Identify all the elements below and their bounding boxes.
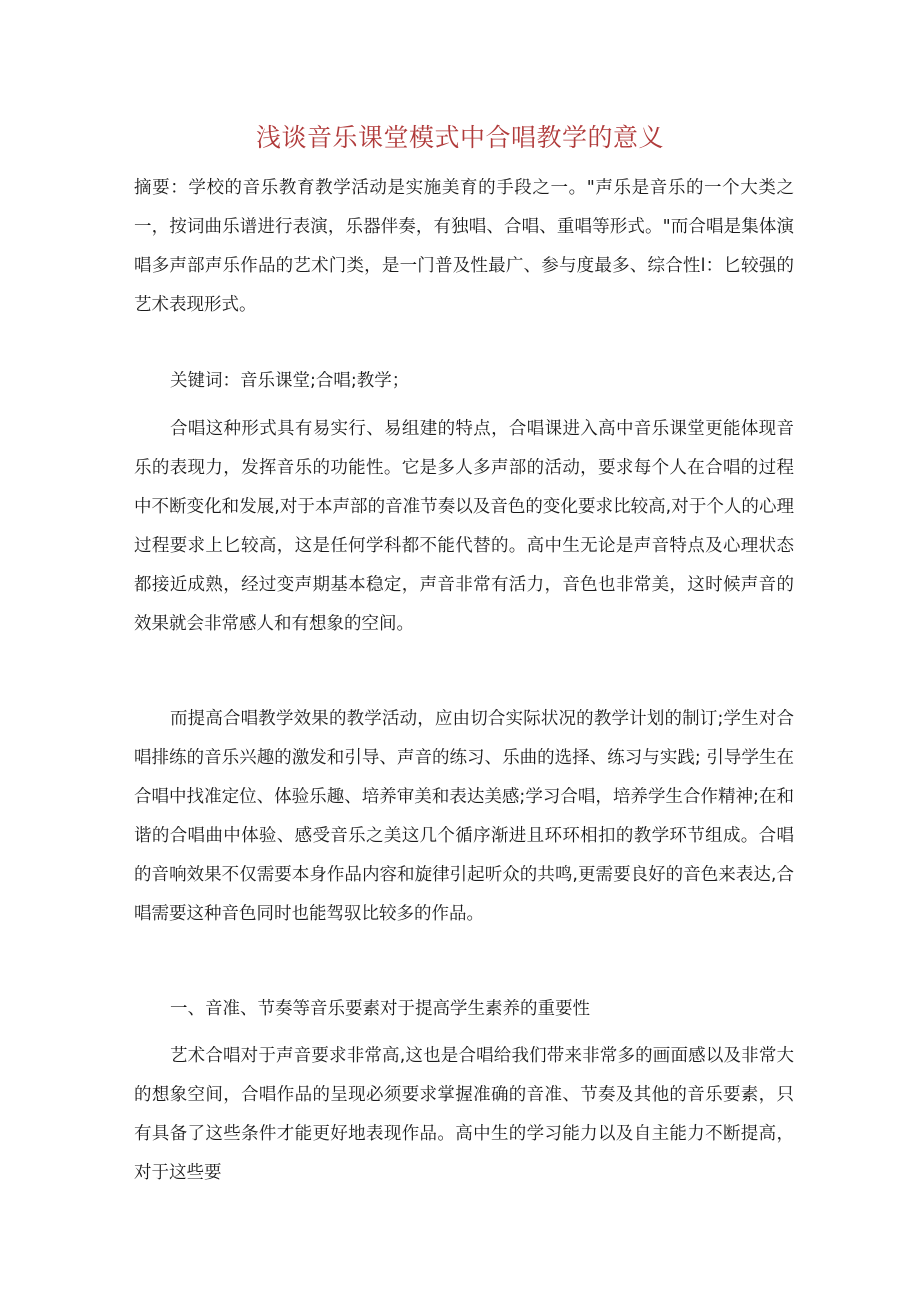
paragraph-text: 合唱这种形式具有易实行、易组建的特点，合唱课进入高中音乐课堂更能体现音乐的表现力，发挥音乐的功能性。它是多人多声部的活动，要求每个人在合唱的过程中不断变化和发展,对于本声部的音准节奏以及音色的变化要求比较高,对于个人的心理过程要求上匕较高，这是任何学科都不能代替的。高中生无论是声音特点及心理状态都接近成熟，经过变声期基本稳定，声音非常有活力，音色也非常美，这时候声音的效果就会非常感人和有想象的空间。 — [134, 419, 794, 634]
section-heading-text: 一、音准、节奏等音乐要素对于提高学生素养的重要性 — [170, 999, 590, 1019]
section-heading — [134, 990, 794, 1029]
paragraph-text: 而提高合唱教学效果的教学活动，应由切合实际状况的教学计划的制订;学生对合唱排练的音乐兴趣的激发和引导、声音的练习、乐曲的选择、练习与实践; 引导学生在合唱中找准定位、体验乐趣、培养审美和表达美感;学习合唱，培养学生合作精神;在和谐的合唱曲中体验、感受音乐之美这几个循序渐进且环环相扣的教学环节组成。合唱的音响效果不仅需要本身作品内容和旋律引起听众的共鸣,更需要良好的音色来表达,合唱需要这种音色同时也能驾驭比较多的作品。 — [134, 709, 794, 924]
keywords-line — [134, 362, 794, 401]
body-paragraph-1 — [134, 410, 794, 644]
section-paragraph — [134, 1037, 794, 1193]
body-paragraph-2 — [134, 700, 794, 934]
keywords-text: 关键词：音乐课堂;合唱;教学； — [170, 371, 410, 391]
abstract-text: 摘要：学校的音乐教育教学活动是实施美育的手段之一。"声乐是音乐的一个大类之一，按词曲乐谱进行表演，乐器伴奏，有独唱、合唱、重唱等形式。"而合唱是集体演唱多声部声乐作品的艺术门类，是一门普及性最广、参与度最多、综合性l：匕较强的艺术表现形式。 — [134, 178, 794, 315]
abstract-paragraph — [134, 169, 794, 325]
document-title: 浅谈音乐课堂模式中合唱教学的意义 — [255, 123, 664, 152]
paragraph-text: 艺术合唱对于声音要求非常高,这也是合唱给我们带来非常多的画面感以及非常大的想象空间，合唱作品的呈现必须要求掌握准确的音准、节奏及其他的音乐要素，只有具备了这些条件才能更好地表现作品。高中生的学习能力以及自主能力不断提高，对于这些要 — [134, 1046, 794, 1183]
